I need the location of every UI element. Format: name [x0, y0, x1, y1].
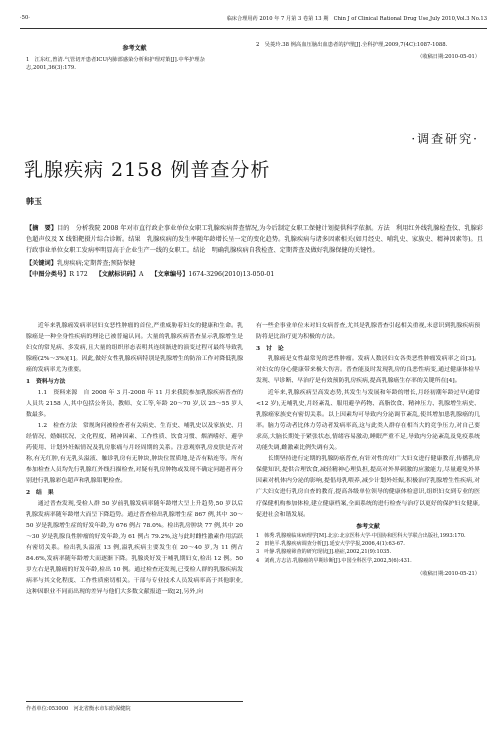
article-id-value: 1674-3296(2010)13-050-01	[188, 271, 275, 279]
continued-paragraph: 有一些企事业单位未对妇女病普查,尤其是乳腺普查引起相关重视,未意识到乳腺疾病预防将是比治疗更为积极的方法。	[256, 323, 480, 341]
author-affiliation-footnote: 作者单位:053000 河北省衡水市妇幼保健院	[26, 701, 243, 712]
discussion-paragraph-3: 长期坚持进行定期的乳腺防癌普查,有针对性的对广大妇女进行健康教育,传播乳房保健知识,提供合理饮食,减轻精神心理负担,提高对外界刺激的应激能力,尽量避免外界因素对机体内分泌的影响,提倡母乳喂养,减少计划外妊娠,积极治疗乳腺增生性疾病,对广大妇女进行乳房自查的教育,提高各级单位领导的健康体检意识,组织妇女到专业的医疗保健机构参加体检,建立健康档案,全面系统的进行检查与治疗以更好的保护妇女健康,促进社会和谐发展。	[256, 456, 480, 518]
header-rule	[20, 28, 487, 29]
section-label: ·调查研究·	[411, 132, 479, 146]
abstract	[26, 223, 483, 256]
keywords	[26, 258, 483, 269]
article-title: 乳腺疾病 2158 例普查分析	[24, 159, 271, 181]
discussion-paragraph-2: 近年来,乳腺疾病呈高发态势,其发生与发展和年龄的增长,月经初潮年龄过早(通常<12 岁),无哺乳史,月经紊乱、服用避孕药物、高脂饮食、精神压力、乳腺增生病史、乳腺癌家族史有密切关系。以上因素均可导致内分泌调节紊乱,使其增加患乳腺癌的几率。脑力劳动者比体力劳动者发病率高,这与此类人群存在相当大的竞争压力,对自己要求高,大脑长期处于紧张状态,情绪容易激动,睡眠严重不足,导致内分泌紊乱及免疫系统功能失调,雌激素比例失调有关。	[256, 389, 480, 452]
prev-references-left	[26, 45, 243, 73]
references-heading: 参考文献	[356, 522, 380, 530]
prev-received-date: （收稿日期:2010-05-01）	[417, 54, 480, 61]
clc-label: 【中图分类号】	[26, 271, 70, 279]
discussion-paragraph-1: 乳腺癌是女性最常见的恶性肿瘤。发病人数居妇女各类恶性肿瘤发病率之首[3]。对妇女的身心健康带来极大伤害。普查能及时发现乳房的良恶性病变,通过健康体检早发现、早诊断、早治疗是有效预防乳房疾病,提高乳腺癌生存率的关键所在[4]。	[256, 356, 480, 385]
body-left-column	[26, 321, 243, 598]
prev-ref-2: 2 吴菱玲.38 例高血压脑出血患者的护理[J].全科护理,2009,7(4C):1087-1088.	[256, 42, 448, 48]
article-author: 韩玉	[26, 196, 42, 206]
intro-paragraph: 近年来乳腺癌发病率居妇女恶性肿瘤的首位,严重威胁着妇女的健康和生命。乳腺癌是一种全身性疾病的理论已被普遍认同。大量的乳腺疾病普查显示乳腺增生是妇女的常见病、多发病,且大量的组织形态表明其连续渐进的演变过程可最终导致乳腺癌(2%～3%)[1]。因此,做好女性乳腺疾病特别是乳腺增生的防治工作对降低乳腺癌的发病率尤为重要。	[26, 323, 243, 374]
received-date: （收稿日期:2010-05-21）	[417, 570, 480, 577]
prev-ref-1: 1 江东红,曾清.气管切开患者ICU内肺部感染分析和护理对策[J].中华护理杂志,2001,36(3):179.	[26, 57, 205, 72]
classification-line	[26, 269, 483, 280]
section-heading-methods: 1 资料与方法	[26, 378, 66, 386]
prev-references-right	[256, 41, 480, 61]
reference-item: 1 韩秀.乳腺癌临床病理学[M].北京:北京医科大学·中国协和医科大学联合出版社,1993:170.	[256, 532, 466, 539]
page-number: ·50·	[20, 15, 30, 21]
prev-refs-heading: 参考文献	[122, 45, 147, 52]
abstract-block	[26, 223, 483, 280]
keywords-text: 乳房疾病;定期普查;预防保健	[56, 260, 136, 268]
journal-line: 临床合理用药 2010 年 7 月第 3 卷第 13 期 Chin J of Clinical Rational Drug Use,July 2010,Vol.3 No.13	[226, 16, 487, 22]
reference-item: 4 刘莉,方志洁.乳腺癌的早期诊断[J].中国全科医学,2002,5(6):431.	[256, 557, 412, 564]
section-heading-discussion: 3 讨 论	[256, 345, 284, 353]
section-heading-results: 2 结 果	[26, 489, 54, 497]
reference-item: 3 叶静.乳腺癌筛查的研究现状[J].癌症,2002,21(9):1035.	[256, 549, 392, 556]
body-right-column	[256, 321, 480, 580]
data-source-paragraph: 1.1 资料来源 自 2008 年 3 月-2008 年 11 月来我院参加乳腺疾病普查的人员共 2158 人,其中包括公务员、教师、女工等,年龄 20～70 岁,以 25～55 岁人数最多。	[26, 389, 243, 418]
abstract-text: 目的 分析我院 2008 年对市直行政企事业单位女职工乳腺疾病普查情况,为今后制定女职工保健计划提供科学依据。方法 利用红外线乳腺检查仪、乳腺彩色超声仪及 X 线钼靶摄片综合诊断。结果 乳腺疾病的发生率随年龄增长呈一定的变化趋势。乳腺疾病与诸多因素相关(如月经史、哺乳史、家族史、精神因素等)。且行政事业单位女职工发病率明显高于企业生产一线的女职工。结论 明确乳腺疾病自我检查、定期普查及做好乳腺保健的关键性。	[26, 225, 483, 255]
doc-code-label: 【文献标识码】	[95, 271, 139, 279]
article-id-label: 【文章编号】	[151, 271, 189, 279]
doc-code-value: A	[138, 271, 144, 279]
exam-method-paragraph: 1.2 检查方法 常规询问被检查者有关病史、生育史、哺乳史以及家族史、月经情况、婚姻状况、文化程度、精神因素、工作性质、饮食习惯、烟酒嗜好、避孕药使用、计划外妊娠情况及乳房胀痛与月经周期的关系。注意观察乳房皮肤是否对称,有无红肿,有无乳头溢液、触诊乳房有无肿块,肿块位置质地,是否有粘连等。所有参加检查人员均先行乳腺红外线扫描检查,对疑有乳房肿物或发现不确定问题者再分别进行乳腺彩色超声和乳腺钼靶检查。	[26, 422, 243, 485]
results-paragraph: 通过普查发现,受检人群 50 岁前乳腺发病率随年龄增大呈上升趋势,50 岁以后乳腺发病率随年龄增大而呈下降趋势。通过普查检出乳腺增生症 867 例,其中 30～50 岁是乳腺增生症的好发年龄,为 676 例占 78.0%。检出乳房肿块 77 例,其中 20～30 岁是乳腺良性肿瘤的好发年龄,为 61 例占 79.2%,这与此时雌性激素作用活跃有密切关系。检出乳头溢液 13 例,溢乳疾病主要发生在 20～40 岁,为 11 例占 84.6%,发病率随年龄增大而逐渐下降。乳腺炎好发于哺乳期妇女,检出 12 例。50 岁左右是乳腺癌的好发年龄,检出 10 例。通过检查还发现,已受检人群的乳腺疾病发病率与其文化程度、工作性质密切相关。干部与专业技术人员发病率高于其他职业,这种因职业不同而出现的差异与他们大多数文献报道一致[2],另外,向	[26, 500, 243, 596]
abstract-label: 【摘 要】	[26, 225, 58, 232]
reference-item: 2 田艳平.乳腺疾病调查分析[J].延安大学学报,2006,4(1):63-67.	[256, 541, 405, 548]
keywords-label: 【关键词】	[26, 260, 57, 268]
clc-value: R 172	[69, 271, 88, 279]
running-header	[20, 15, 487, 22]
reference-list	[256, 532, 480, 565]
